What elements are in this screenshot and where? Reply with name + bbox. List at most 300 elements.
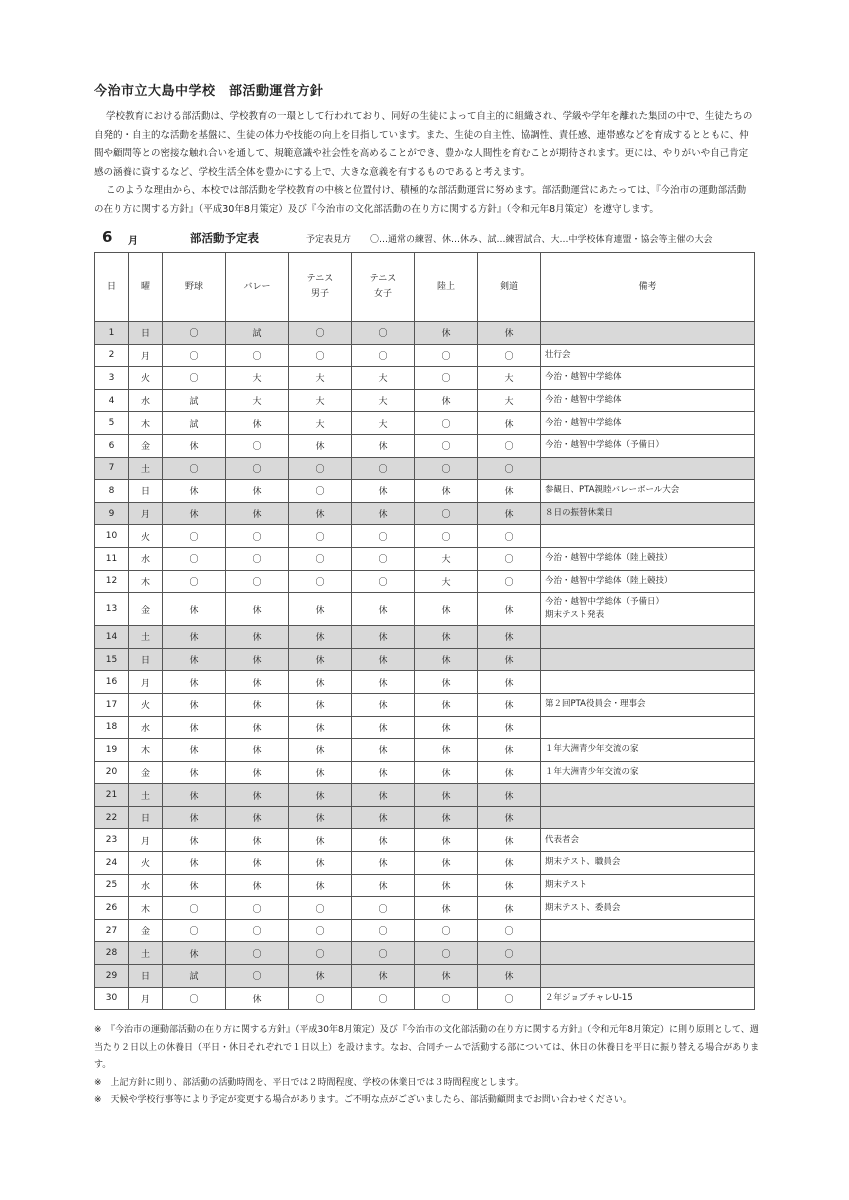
tennis-boys-cell: 休 [289, 434, 352, 457]
day-cell: 27 [95, 919, 129, 942]
tennis-boys-cell: 〇 [289, 919, 352, 942]
kendo-cell: 休 [478, 806, 541, 829]
header-baseball: 野球 [163, 253, 226, 322]
tennis-girls-cell: 休 [352, 593, 415, 626]
baseball-cell: 休 [163, 626, 226, 649]
volleyball-cell: 〇 [226, 919, 289, 942]
day-cell: 2 [95, 344, 129, 367]
header-track: 陸上 [415, 253, 478, 322]
tennis-girls-cell: 〇 [352, 987, 415, 1010]
remarks-cell: 今治・越智中学総体 [541, 389, 755, 412]
weekday-cell: 日 [129, 648, 163, 671]
table-row [95, 502, 755, 525]
baseball-cell: 休 [163, 739, 226, 762]
schedule-header [94, 228, 774, 248]
baseball-cell: 試 [163, 389, 226, 412]
footnotes [94, 1022, 764, 1110]
table-row [95, 648, 755, 671]
remarks-cell [541, 784, 755, 807]
table-row [95, 739, 755, 762]
kendo-cell: 休 [478, 480, 541, 503]
volleyball-cell: 〇 [226, 897, 289, 920]
kendo-cell: 休 [478, 716, 541, 739]
intro-text [94, 108, 754, 220]
remarks-cell: 期末テスト、職員会 [541, 852, 755, 875]
kendo-cell: 休 [478, 671, 541, 694]
day-cell: 8 [95, 480, 129, 503]
track-cell: 休 [415, 965, 478, 988]
baseball-cell: 休 [163, 852, 226, 875]
volleyball-cell: 休 [226, 480, 289, 503]
tennis-boys-cell: 休 [289, 593, 352, 626]
tennis-girls-cell: 休 [352, 693, 415, 716]
kendo-cell: 休 [478, 593, 541, 626]
track-cell: 休 [415, 739, 478, 762]
tennis-girls-cell: 〇 [352, 897, 415, 920]
weekday-cell: 月 [129, 829, 163, 852]
table-row [95, 671, 755, 694]
remarks-cell: 参観日、PTA親睦バレーボール大会 [541, 480, 755, 503]
tennis-girls-cell: 休 [352, 502, 415, 525]
tennis-girls-cell: 休 [352, 626, 415, 649]
day-cell: 17 [95, 693, 129, 716]
volleyball-cell: 大 [226, 389, 289, 412]
tennis-boys-cell: 休 [289, 626, 352, 649]
table-row [95, 829, 755, 852]
track-cell: 休 [415, 806, 478, 829]
baseball-cell: 休 [163, 942, 226, 965]
weekday-cell: 土 [129, 457, 163, 480]
track-cell: 休 [415, 480, 478, 503]
baseball-cell: 〇 [163, 344, 226, 367]
track-cell: 休 [415, 852, 478, 875]
day-cell: 24 [95, 852, 129, 875]
track-cell: 〇 [415, 412, 478, 435]
track-cell: 〇 [415, 502, 478, 525]
day-cell: 21 [95, 784, 129, 807]
kendo-cell: 〇 [478, 344, 541, 367]
tennis-girls-cell: 休 [352, 965, 415, 988]
header-volleyball: バレー [226, 253, 289, 322]
remarks-cell: 代表者会 [541, 829, 755, 852]
track-cell: 休 [415, 693, 478, 716]
volleyball-cell: 〇 [226, 434, 289, 457]
volleyball-cell: 休 [226, 648, 289, 671]
tennis-boys-cell: 休 [289, 784, 352, 807]
header-day: 日 [95, 253, 129, 322]
remarks-cell: 期末テスト、委員会 [541, 897, 755, 920]
table-row [95, 693, 755, 716]
remarks-cell: 壮行会 [541, 344, 755, 367]
volleyball-cell: 休 [226, 693, 289, 716]
baseball-cell: 休 [163, 806, 226, 829]
remarks-cell: 第２回PTA役員会・理事会 [541, 693, 755, 716]
weekday-cell: 土 [129, 942, 163, 965]
day-cell: 9 [95, 502, 129, 525]
header-remarks: 備考 [541, 253, 755, 322]
day-cell: 14 [95, 626, 129, 649]
tennis-boys-cell: 〇 [289, 570, 352, 593]
day-cell: 5 [95, 412, 129, 435]
day-cell: 26 [95, 897, 129, 920]
remarks-cell: ２年ジョブチャレU-15 [541, 987, 755, 1010]
tennis-girls-cell: 休 [352, 716, 415, 739]
baseball-cell: 休 [163, 434, 226, 457]
kendo-cell: 休 [478, 626, 541, 649]
track-cell: 休 [415, 784, 478, 807]
tennis-boys-cell: 休 [289, 648, 352, 671]
page-title: 今治市立大島中学校 部活動運営方針 [94, 84, 324, 99]
volleyball-cell: 大 [226, 367, 289, 390]
weekday-cell: 火 [129, 525, 163, 548]
tennis-girls-cell: 休 [352, 852, 415, 875]
tennis-boys-cell: 〇 [289, 525, 352, 548]
tennis-boys-cell: 〇 [289, 942, 352, 965]
tennis-boys-cell: 休 [289, 761, 352, 784]
track-cell: 〇 [415, 987, 478, 1010]
baseball-cell: 〇 [163, 457, 226, 480]
remarks-cell [541, 716, 755, 739]
footnote-1: ※ 『今治市の運動部活動の在り方に関する方針』（平成30年8月策定）及び『今治市の文化部活動の在り方に関する方針』（令和元年8月策定）に則り原則として、週当たり２日以上の休養日（平日・休日それぞれで１日以上）を設けます。なお、合同チームで活動する部については、休日の休養日を平日に振り替える場合があります。 [94, 1025, 760, 1070]
weekday-cell: 金 [129, 593, 163, 626]
track-cell: 〇 [415, 942, 478, 965]
weekday-cell: 土 [129, 626, 163, 649]
footnote-3: ※ 天候や学校行事等により予定が変更する場合があります。ご不明な点がございましたら、部活動顧問までお問い合わせください。 [94, 1095, 632, 1105]
tennis-girls-cell: 休 [352, 480, 415, 503]
tennis-girls-cell: 〇 [352, 322, 415, 345]
kendo-cell: 〇 [478, 942, 541, 965]
volleyball-cell: 休 [226, 412, 289, 435]
table-row [95, 412, 755, 435]
volleyball-cell: 休 [226, 829, 289, 852]
baseball-cell: 試 [163, 412, 226, 435]
legend-text: 〇…通常の練習、休…休み、試…練習試合、大…中学校体育連盟・協会等主催の大会 [370, 235, 713, 245]
table-row [95, 480, 755, 503]
baseball-cell: 休 [163, 593, 226, 626]
volleyball-cell: 〇 [226, 942, 289, 965]
tennis-boys-cell: 休 [289, 829, 352, 852]
track-cell: 大 [415, 547, 478, 570]
intro-paragraph-1: 学校教育における部活動は、学校教育の一環として行われており、同好の生徒によって自主的に組織され、学級や学年を離れた集団の中で、生徒たちの自発的・自主的な活動を基盤に、生徒の体力や技能の向上を目指しています。また、生徒の自主性、協調性、責任感、連帯感などを育成するとともに、仲間や顧問等との密接な触れ合いを通して、規範意識や社会性を高めることができ、豊かな人間性を育むことが期待されます。更には、やりがいや自己肯定感の涵養に資するなど、学校生活全体を豊かにする上で、大きな意義を有するものであると考えます。 [94, 111, 753, 178]
header-tennis-boys: テニス 男子 [289, 253, 352, 322]
volleyball-cell: 休 [226, 626, 289, 649]
day-cell: 15 [95, 648, 129, 671]
kendo-cell: 〇 [478, 434, 541, 457]
tennis-boys-cell: 休 [289, 716, 352, 739]
track-cell: 大 [415, 570, 478, 593]
baseball-cell: 〇 [163, 322, 226, 345]
table-row [95, 344, 755, 367]
track-cell: 〇 [415, 525, 478, 548]
tennis-boys-cell: 〇 [289, 457, 352, 480]
tennis-girls-cell: 休 [352, 671, 415, 694]
remarks-cell: ８日の振替休業日 [541, 502, 755, 525]
baseball-cell: 〇 [163, 547, 226, 570]
weekday-cell: 金 [129, 761, 163, 784]
kendo-cell: 休 [478, 322, 541, 345]
footnote-2: ※ 上記方針に則り、部活動の活動時間を、平日では２時間程度、学校の休業日では３時間程度とします。 [94, 1077, 524, 1088]
month-number: 6 [102, 228, 113, 246]
kendo-cell: 大 [478, 389, 541, 412]
tennis-girls-cell: 〇 [352, 570, 415, 593]
table-row [95, 716, 755, 739]
remarks-cell [541, 806, 755, 829]
volleyball-cell: 休 [226, 716, 289, 739]
schedule-title: 部活動予定表 [190, 231, 259, 245]
day-cell: 4 [95, 389, 129, 412]
remarks-cell: １年大洲青少年交流の家 [541, 739, 755, 762]
kendo-cell: 〇 [478, 987, 541, 1010]
weekday-cell: 水 [129, 874, 163, 897]
kendo-cell: 休 [478, 874, 541, 897]
table-row [95, 897, 755, 920]
table-row [95, 987, 755, 1010]
remarks-cell: 期末テスト [541, 874, 755, 897]
tennis-girls-cell: 大 [352, 389, 415, 412]
day-cell: 13 [95, 593, 129, 626]
track-cell: 休 [415, 322, 478, 345]
day-cell: 1 [95, 322, 129, 345]
kendo-cell: 休 [478, 693, 541, 716]
kendo-cell: 〇 [478, 457, 541, 480]
tennis-boys-cell: 大 [289, 412, 352, 435]
tennis-girls-cell: 休 [352, 874, 415, 897]
table-row [95, 434, 755, 457]
tennis-boys-cell: 休 [289, 693, 352, 716]
track-cell: 〇 [415, 457, 478, 480]
baseball-cell: 〇 [163, 987, 226, 1010]
table-row [95, 570, 755, 593]
baseball-cell: 休 [163, 784, 226, 807]
tennis-girls-cell: 休 [352, 648, 415, 671]
table-row [95, 784, 755, 807]
volleyball-cell: 〇 [226, 965, 289, 988]
baseball-cell: 休 [163, 480, 226, 503]
baseball-cell: 〇 [163, 570, 226, 593]
track-cell: 休 [415, 897, 478, 920]
remarks-cell: 今治・越智中学総体（予備日） 期末テスト発表 [541, 593, 755, 626]
volleyball-cell: 休 [226, 987, 289, 1010]
volleyball-cell: 休 [226, 874, 289, 897]
track-cell: 休 [415, 829, 478, 852]
volleyball-cell: 〇 [226, 525, 289, 548]
tennis-girls-cell: 休 [352, 761, 415, 784]
kendo-cell: 休 [478, 897, 541, 920]
tennis-boys-cell: 休 [289, 874, 352, 897]
remarks-cell [541, 671, 755, 694]
table-row [95, 626, 755, 649]
volleyball-cell: 試 [226, 322, 289, 345]
kendo-cell: 休 [478, 761, 541, 784]
intro-paragraph-2: このような理由から、本校では部活動を学校教育の中核と位置付け、積極的な部活動運営に努めます。部活動運営にあたっては、『今治市の運動部活動の在り方に関する方針』（平成30年8月策定）及び『今治市の文化部活動の在り方に関する方針』（令和元年8月策定）を遵守します。 [94, 185, 747, 215]
table-row [95, 389, 755, 412]
tennis-boys-cell: 〇 [289, 480, 352, 503]
tennis-girls-cell: 〇 [352, 344, 415, 367]
kendo-cell: 休 [478, 784, 541, 807]
table-body [95, 322, 755, 1010]
weekday-cell: 月 [129, 502, 163, 525]
kendo-cell: 大 [478, 367, 541, 390]
volleyball-cell: 〇 [226, 547, 289, 570]
day-cell: 3 [95, 367, 129, 390]
day-cell: 16 [95, 671, 129, 694]
remarks-cell [541, 457, 755, 480]
tennis-boys-cell: 大 [289, 389, 352, 412]
track-cell: 〇 [415, 919, 478, 942]
kendo-cell: 休 [478, 829, 541, 852]
tennis-boys-cell: 〇 [289, 987, 352, 1010]
baseball-cell: 休 [163, 671, 226, 694]
tennis-boys-cell: 休 [289, 965, 352, 988]
weekday-cell: 日 [129, 480, 163, 503]
tennis-girls-cell: 大 [352, 367, 415, 390]
volleyball-cell: 休 [226, 593, 289, 626]
track-cell: 休 [415, 671, 478, 694]
baseball-cell: 〇 [163, 525, 226, 548]
track-cell: 休 [415, 593, 478, 626]
tennis-boys-cell: 休 [289, 671, 352, 694]
track-cell: 〇 [415, 434, 478, 457]
table-row [95, 593, 755, 626]
header-tennis-girls: テニス 女子 [352, 253, 415, 322]
weekday-cell: 水 [129, 716, 163, 739]
tennis-boys-cell: 休 [289, 739, 352, 762]
table-row [95, 942, 755, 965]
remarks-cell [541, 919, 755, 942]
kendo-cell: 〇 [478, 919, 541, 942]
remarks-cell [541, 626, 755, 649]
volleyball-cell: 〇 [226, 344, 289, 367]
weekday-cell: 日 [129, 806, 163, 829]
track-cell: 〇 [415, 367, 478, 390]
month-label: 月 [128, 236, 138, 247]
kendo-cell: 〇 [478, 547, 541, 570]
day-cell: 30 [95, 987, 129, 1010]
tennis-boys-cell: 〇 [289, 897, 352, 920]
kendo-cell: 〇 [478, 570, 541, 593]
volleyball-cell: 〇 [226, 570, 289, 593]
tennis-girls-cell: 休 [352, 739, 415, 762]
day-cell: 6 [95, 434, 129, 457]
baseball-cell: 休 [163, 716, 226, 739]
weekday-cell: 金 [129, 434, 163, 457]
baseball-cell: 休 [163, 693, 226, 716]
table-row [95, 806, 755, 829]
table-row [95, 965, 755, 988]
table-row [95, 852, 755, 875]
day-cell: 12 [95, 570, 129, 593]
tennis-girls-cell: 休 [352, 806, 415, 829]
table-row [95, 367, 755, 390]
table-row [95, 874, 755, 897]
weekday-cell: 土 [129, 784, 163, 807]
weekday-cell: 木 [129, 897, 163, 920]
weekday-cell: 水 [129, 389, 163, 412]
track-cell: 休 [415, 648, 478, 671]
tennis-girls-cell: 休 [352, 784, 415, 807]
weekday-cell: 月 [129, 344, 163, 367]
table-row [95, 919, 755, 942]
kendo-cell: 休 [478, 852, 541, 875]
volleyball-cell: 〇 [226, 457, 289, 480]
day-cell: 11 [95, 547, 129, 570]
table-row [95, 547, 755, 570]
day-cell: 29 [95, 965, 129, 988]
kendo-cell: 〇 [478, 525, 541, 548]
tennis-boys-cell: 大 [289, 367, 352, 390]
remarks-cell [541, 942, 755, 965]
remarks-cell: １年大洲青少年交流の家 [541, 761, 755, 784]
baseball-cell: 〇 [163, 367, 226, 390]
weekday-cell: 月 [129, 987, 163, 1010]
day-cell: 10 [95, 525, 129, 548]
tennis-girls-cell: 〇 [352, 919, 415, 942]
kendo-cell: 休 [478, 502, 541, 525]
remarks-cell: 今治・越智中学総体 [541, 412, 755, 435]
table-row [95, 457, 755, 480]
track-cell: 〇 [415, 344, 478, 367]
tennis-girls-cell: 〇 [352, 547, 415, 570]
remarks-cell [541, 648, 755, 671]
volleyball-cell: 休 [226, 761, 289, 784]
tennis-boys-cell: 〇 [289, 344, 352, 367]
weekday-cell: 火 [129, 852, 163, 875]
day-cell: 18 [95, 716, 129, 739]
tennis-girls-cell: 〇 [352, 942, 415, 965]
day-cell: 7 [95, 457, 129, 480]
weekday-cell: 月 [129, 671, 163, 694]
weekday-cell: 日 [129, 965, 163, 988]
legend-title: 予定表見方 [306, 235, 352, 245]
baseball-cell: 休 [163, 761, 226, 784]
tennis-boys-cell: 休 [289, 852, 352, 875]
remarks-cell: 今治・越智中学総体（陸上競技） [541, 547, 755, 570]
baseball-cell: 休 [163, 874, 226, 897]
baseball-cell: 休 [163, 829, 226, 852]
kendo-cell: 休 [478, 648, 541, 671]
tennis-girls-cell: 大 [352, 412, 415, 435]
remarks-cell [541, 965, 755, 988]
weekday-cell: 木 [129, 739, 163, 762]
table-row [95, 761, 755, 784]
tennis-boys-cell: 〇 [289, 547, 352, 570]
volleyball-cell: 休 [226, 806, 289, 829]
track-cell: 休 [415, 716, 478, 739]
weekday-cell: 火 [129, 367, 163, 390]
volleyball-cell: 休 [226, 502, 289, 525]
volleyball-cell: 休 [226, 739, 289, 762]
volleyball-cell: 休 [226, 671, 289, 694]
day-cell: 20 [95, 761, 129, 784]
table-header-row [95, 253, 755, 322]
kendo-cell: 休 [478, 739, 541, 762]
header-kendo: 剣道 [478, 253, 541, 322]
schedule-table [94, 252, 755, 1010]
baseball-cell: 休 [163, 502, 226, 525]
tennis-girls-cell: 〇 [352, 525, 415, 548]
tennis-girls-cell: 休 [352, 829, 415, 852]
remarks-cell: 今治・越智中学総体（予備日） [541, 434, 755, 457]
tennis-girls-cell: 休 [352, 434, 415, 457]
tennis-girls-cell: 〇 [352, 457, 415, 480]
day-cell: 22 [95, 806, 129, 829]
track-cell: 休 [415, 874, 478, 897]
tennis-boys-cell: 休 [289, 806, 352, 829]
baseball-cell: 試 [163, 965, 226, 988]
volleyball-cell: 休 [226, 784, 289, 807]
weekday-cell: 日 [129, 322, 163, 345]
baseball-cell: 休 [163, 648, 226, 671]
